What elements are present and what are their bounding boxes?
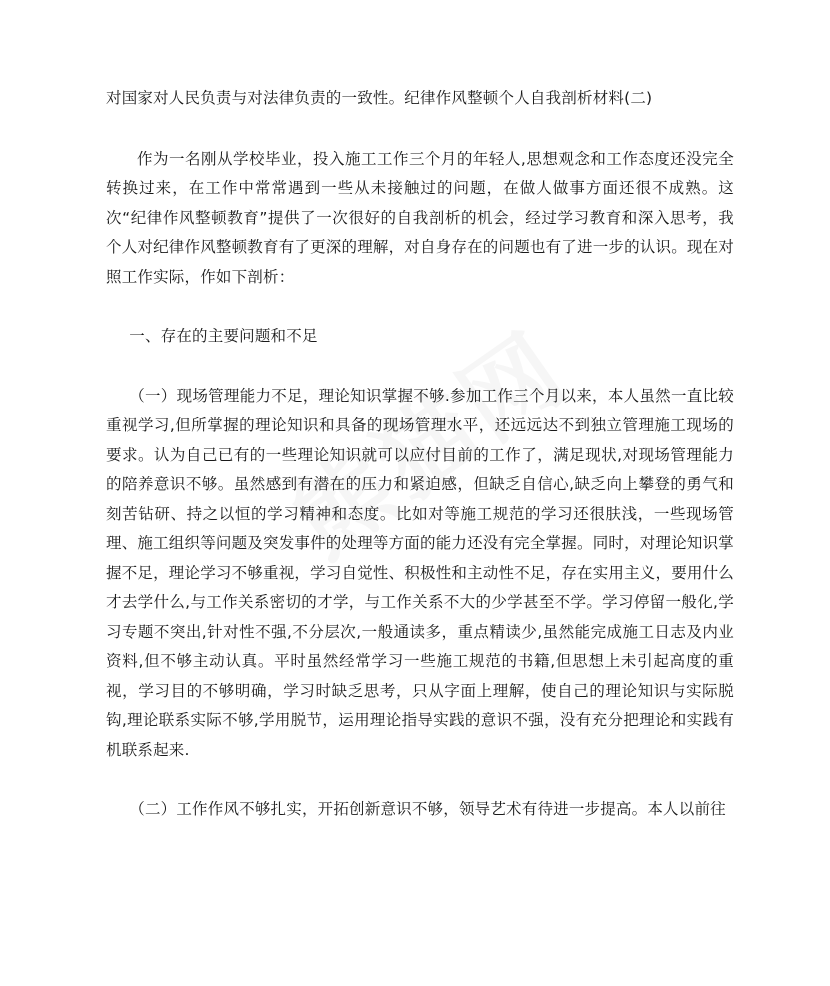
point-one-paragraph: （一）现场管理能力不足，理论知识掌握不够.参加工作三个月以来，本人虽然一直比较重视学习,但所掌握的理论知识和具备的现场管理水平，还远远达不到独立管理施工现场的要求。认为自己已有的一些理论知识就可以应付目前的工作了，满足现状,对现场管理能力的陪养意识不够。虽然感到有潜在的压力和紧迫感，但缺乏自信心,缺乏向上攀登的勇气和刻苦钻研、持之以恒的学习精神和态度。比如对等施工规范的学习还很肤浅，一些现场管理、施工组织等问题及突发事件的处理等方面的能力还没有完全掌握。同时，对理论知识掌握不足，理论学习不够重视，学习自觉性、积极性和主动性不足，存在实用主义，要用什么才去学什么,与工作关系密切的才学，与工作关系不大的少学甚至不学。学习停留一般化,学习专题不突出,针对性不强,不分层次,一般通读多，重点精读少,虽然能完成施工日志及内业资料,但不够主动认真。平时虽然经常学习一些施工规范的书籍,但思想上未引起高度的重视，学习目的不够明确，学习时缺乏思考，只从字面上理解，使自己的理论知识与实际脱钩,理论联系实际不够,学用脱节，运用理论指导实践的意识不强，没有充分把理论和实践有机联系起来. <box>106 386 735 759</box>
point-two-paragraph: （二）工作作风不够扎实，开拓创新意识不够，领导艺术有待进一步提高。本人以前往 <box>129 800 726 818</box>
document-body <box>106 84 734 825</box>
section-heading: 一、存在的主要问题和不足 <box>129 327 318 345</box>
intro-paragraph: 作为一名刚从学校毕业，投入施工工作三个月的年轻人,思想观念和工作态度还没完全转换过来，在工作中常常遇到一些从未接触过的问题，在做人做事方面还很不成熟。这次“纪律作风整顿教育”提供了一次很好的自我剖析的机会，经过学习教育和深入思考，我个人对纪律作风整顿教育有了更深的理解，对自身存在的问题也有了进一步的认识。现在对照工作实际，作如下剖析： <box>106 149 735 286</box>
document-title-line: 对国家对人民负责与对法律负责的一致性。纪律作风整顿个人自我剖析材料(二) <box>106 89 653 107</box>
